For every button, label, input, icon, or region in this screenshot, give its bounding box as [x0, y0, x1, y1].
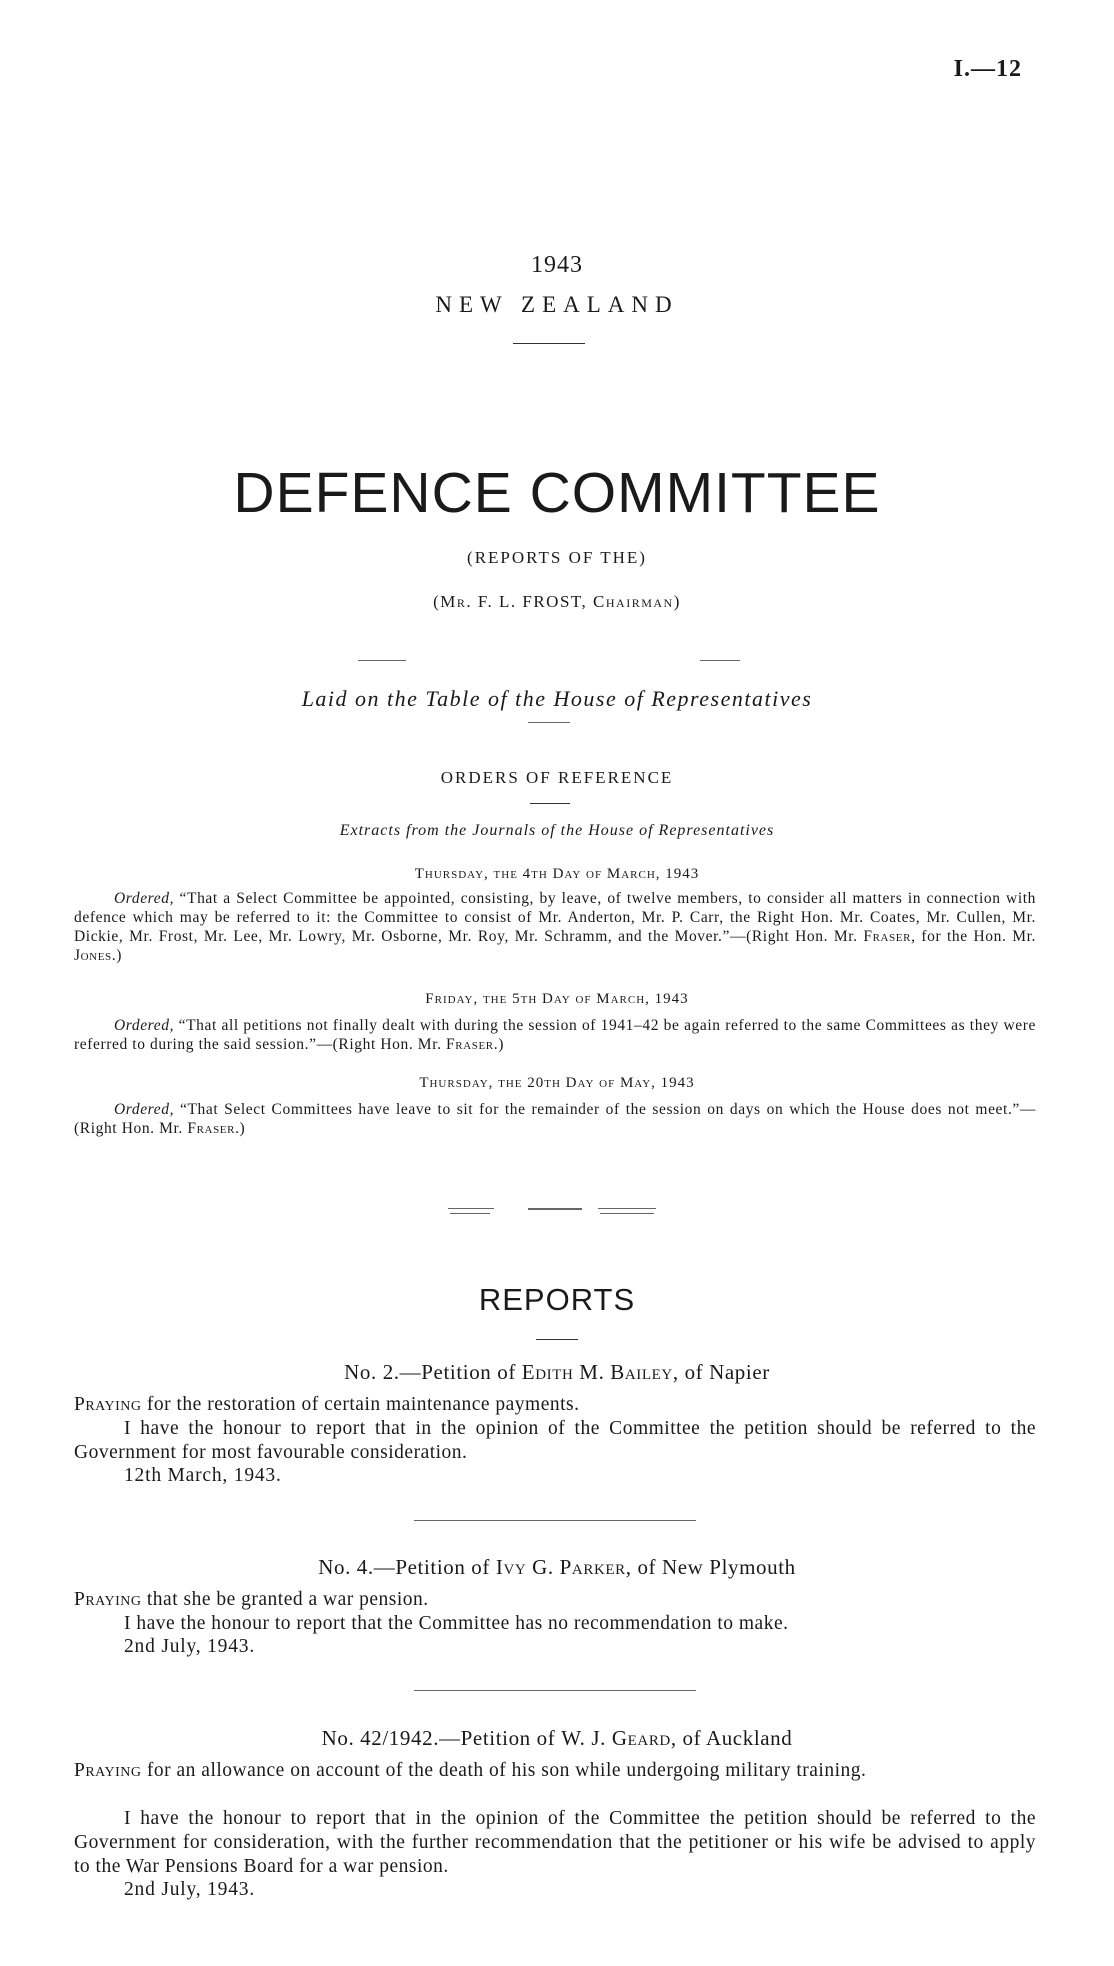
praying-text: that she be granted a war pension.: [141, 1589, 429, 1610]
petition-number: No. 4.—Petition of: [318, 1555, 496, 1579]
mover-name: Fraser: [187, 1120, 236, 1137]
order-text: “That all petitions not finally dealt with during the session of 1941–42 be again referred to the same Committees as they were referred to during the said session.”—(Right Hon. Mr.: [74, 1017, 1036, 1053]
praying-line: [74, 1393, 1036, 1417]
praying-word: Praying: [74, 1394, 142, 1415]
order-tail: .): [111, 947, 123, 964]
year: 1943: [531, 252, 583, 278]
report-date: 2nd July, 1943.: [124, 1879, 255, 1900]
chairman-role: Chairman: [593, 592, 674, 611]
petitioner-name: W. J. Geard: [561, 1726, 671, 1750]
praying-line: [74, 1588, 1036, 1612]
petitioner-place: , of Auckland: [670, 1726, 793, 1750]
ornament-rule: [448, 1208, 494, 1209]
chairman-open: (: [433, 592, 441, 611]
mover-name: Jones: [74, 947, 112, 964]
ordered-word: Ordered,: [114, 890, 175, 907]
report-text: I have the honour to report that in the opinion of the Committee the petition should be referred to the Government for most favourable consideration.: [74, 1418, 1036, 1463]
praying-text: for an allowance on account of the death of his son while undergoing military training.: [141, 1760, 867, 1781]
divider-rule: [530, 803, 570, 804]
praying-text: for the restoration of certain maintenance payments.: [141, 1394, 580, 1415]
ornament-rule: [600, 1213, 654, 1214]
section-rule: [414, 1690, 696, 1691]
extracts-line: Extracts from the Journals of the House of Representatives: [339, 822, 775, 839]
petitioner-place: , of New Plymouth: [625, 1555, 796, 1579]
petition-heading: [0, 1360, 1114, 1385]
petition-heading: [0, 1555, 1114, 1580]
report-date: 12th March, 1943.: [124, 1465, 282, 1486]
petition-heading: [0, 1726, 1114, 1751]
chairman-close: ): [673, 592, 681, 611]
petitioner-place: , of Napier: [672, 1360, 770, 1384]
document-subtitle: (REPORTS OF THE): [467, 548, 647, 567]
petitioner-name: Ivy G. Parker: [495, 1555, 626, 1579]
chairman-name: F. L. FROST,: [472, 592, 594, 611]
faint-rule: [358, 660, 406, 661]
chairman-line: [0, 592, 1114, 612]
report-paragraph: [74, 1417, 1036, 1465]
laid-on-table-line: Laid on the Table of the House of Representatives: [301, 686, 813, 711]
report-paragraph: [74, 1612, 1036, 1636]
report-date: 2nd July, 1943.: [124, 1636, 255, 1657]
ordered-word: Ordered,: [114, 1017, 175, 1034]
orders-heading: ORDERS OF REFERENCE: [440, 768, 674, 787]
divider-rule: [536, 1339, 578, 1340]
divider-rule: [513, 343, 585, 344]
faint-rule: [700, 660, 740, 661]
order-tail: .): [235, 1120, 246, 1137]
praying-line: [74, 1759, 1036, 1783]
order-paragraph: [74, 1100, 1036, 1138]
order-date: Friday, the 5th Day of March, 1943: [425, 991, 689, 1007]
ornament-rule: [598, 1208, 656, 1209]
report-text: I have the honour to report that in the opinion of the Committee the petition should be referred to the Government for consideration, with the further recommendation that the petitioner or his wife be advised to apply to the War Pensions Board for a war pension.: [74, 1808, 1036, 1877]
country: NEW ZEALAND: [435, 292, 679, 317]
section-rule: [414, 1520, 696, 1521]
ornament-rule: [450, 1213, 490, 1214]
praying-word: Praying: [74, 1760, 142, 1781]
order-date: Thursday, the 4th Day of March, 1943: [414, 866, 700, 882]
report-paragraph: [74, 1807, 1036, 1879]
chairman-prefix: Mr.: [440, 592, 473, 611]
order-paragraph: [74, 1016, 1036, 1054]
order-date: Thursday, the 20th Day of May, 1943: [419, 1075, 695, 1091]
order-text: “That Select Committees have leave to sit for the remainder of the session on days on which the House does not meet.”—(Right Hon. Mr.: [74, 1101, 1036, 1137]
petition-number: No. 2.—Petition of: [344, 1360, 522, 1384]
faint-rule: [528, 722, 570, 723]
report-text: I have the honour to report that the Committee has no recommendation to make.: [124, 1613, 789, 1634]
order-tail: .): [493, 1036, 504, 1053]
document-title: DEFENCE COMMITTEE: [233, 461, 881, 525]
order-text: “That a Select Committee be appointed, consisting, by leave, of twelve members, to consider all matters in connection with defence which may be referred to it: the Committee to consist of Mr. Anderton, Mr. P. Carr, the Right Hon. Mr. Coates, Mr. Cullen, Mr. Dickie, Mr. Frost, Mr. Lee, Mr. Lowry, Mr. Osborne, Mr. Roy, Mr. Schramm, and the Mover.”—(Right Hon. Mr.: [74, 890, 1036, 945]
ordered-word: Ordered,: [114, 1101, 175, 1118]
petition-number: No. 42/1942.—Petition of: [321, 1726, 562, 1750]
reports-heading: REPORTS: [478, 1282, 636, 1317]
ornament-rule: [528, 1208, 582, 1210]
mover-name: Fraser: [863, 928, 912, 945]
order-text: , for the Hon. Mr.: [911, 928, 1037, 945]
page-reference: I.—12: [953, 56, 1022, 82]
praying-word: Praying: [74, 1589, 142, 1610]
order-paragraph: [74, 889, 1036, 965]
petitioner-name: Edith M. Bailey: [521, 1360, 673, 1384]
mover-name: Fraser: [446, 1036, 494, 1053]
